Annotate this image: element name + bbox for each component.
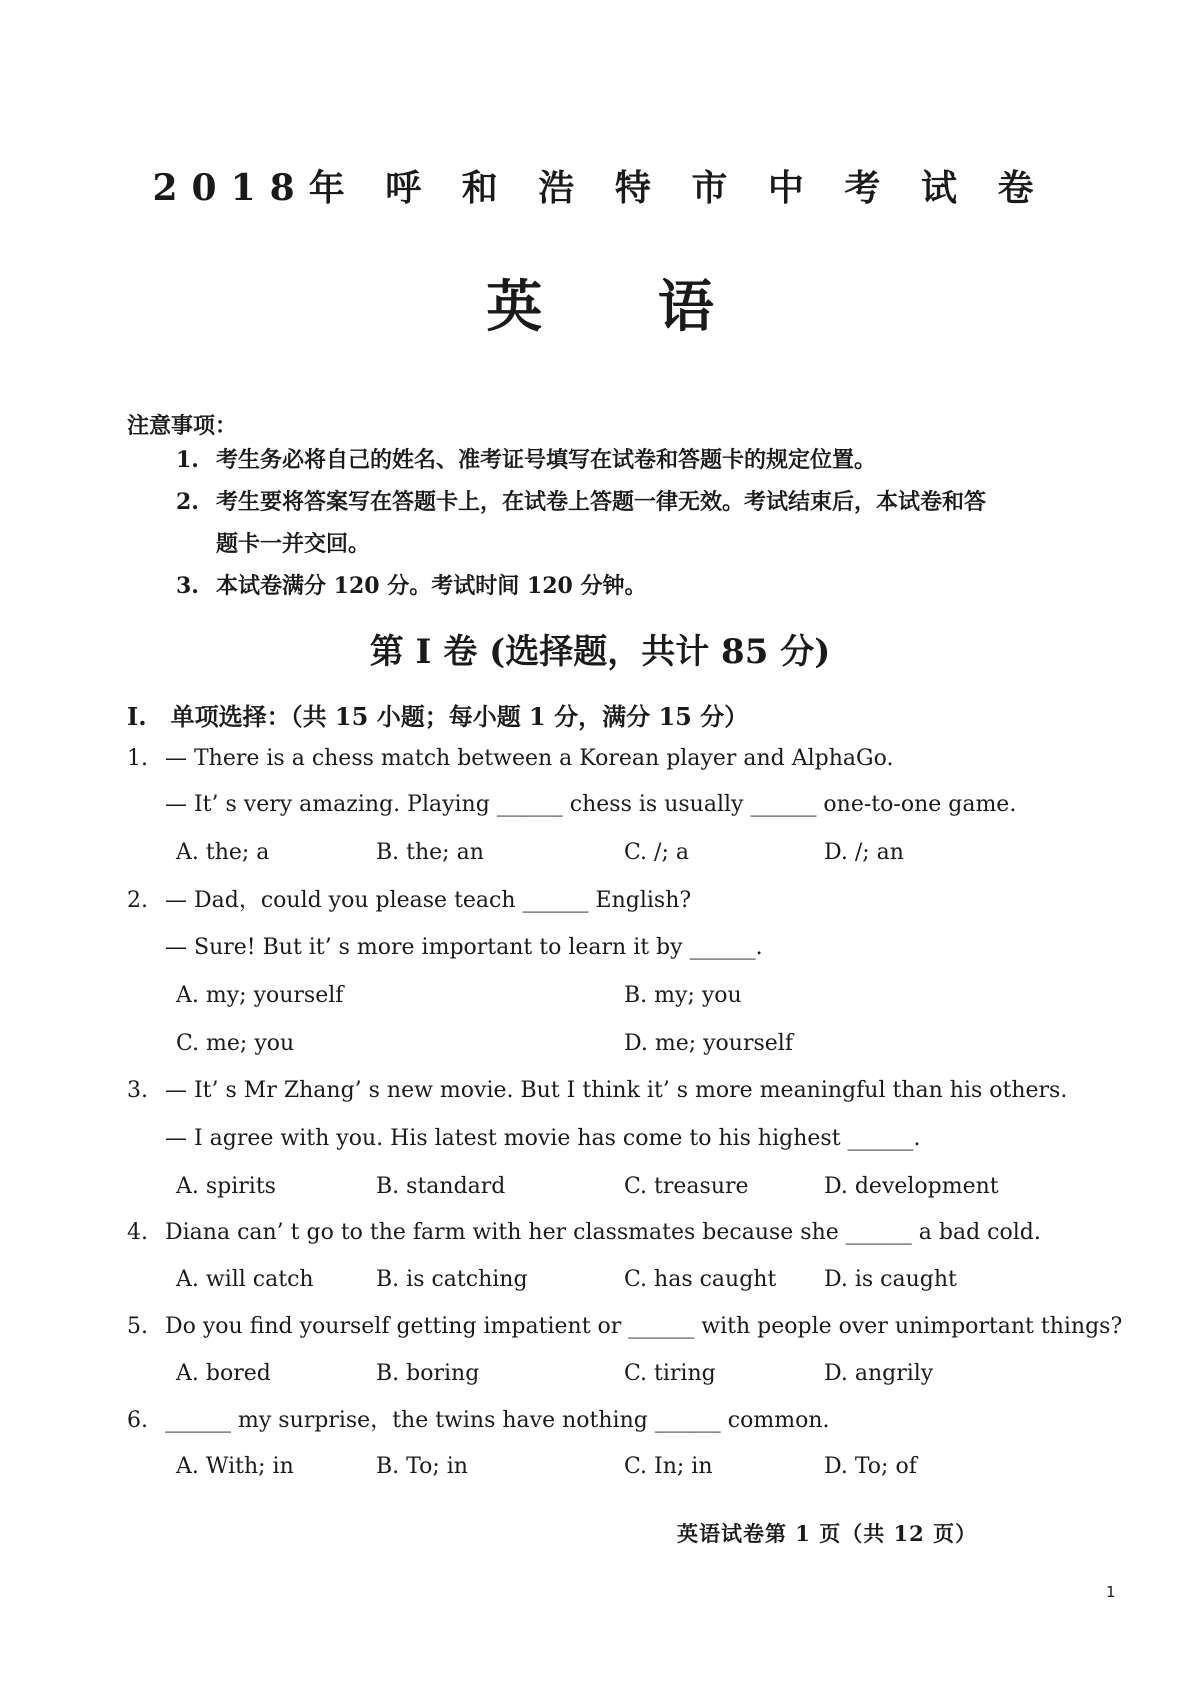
question-3 bbox=[127, 1076, 1067, 1106]
option-a: A. With; in bbox=[176, 1454, 294, 1479]
option-a: A. the; a bbox=[176, 840, 270, 865]
option-d: D. me; yourself bbox=[624, 1031, 793, 1056]
option-c: C. treasure bbox=[624, 1174, 749, 1199]
question-line: Do you find yourself getting impatient or ______ with people over unimportant things? bbox=[165, 1314, 1123, 1339]
question-4 bbox=[127, 1218, 1041, 1248]
note-text: 题卡一并交回。 bbox=[216, 531, 371, 557]
question-number: 6. bbox=[127, 1408, 148, 1433]
option-c: C. has caught bbox=[624, 1267, 777, 1292]
question-line: — It’ s Mr Zhang’ s new movie. But I think it’ s more meaningful than his others. bbox=[165, 1078, 1068, 1103]
question-6 bbox=[127, 1406, 830, 1436]
question-line: Diana can’ t go to the farm with her classmates because she ______ a bad cold. bbox=[165, 1220, 1041, 1245]
note-number: 2. bbox=[176, 489, 199, 515]
question-number: 2. bbox=[127, 888, 148, 913]
note-item-2 bbox=[176, 480, 986, 524]
option-d: D. /; an bbox=[824, 840, 904, 865]
note-number: 1. bbox=[176, 447, 199, 473]
question-line: — I agree with you. His latest movie has come to his highest ______. bbox=[165, 1126, 921, 1151]
question-line: — Dad，could you please teach ______ English? bbox=[165, 888, 692, 913]
option-b: B. the; an bbox=[376, 840, 484, 865]
question-1 bbox=[127, 744, 893, 774]
note-text: 考生要将答案写在答题卡上，在试卷上答题一律无效。考试结束后，本试卷和答 bbox=[216, 489, 987, 515]
question-number: 3. bbox=[127, 1078, 148, 1103]
note-number: 3. bbox=[176, 573, 199, 599]
question-line: — There is a chess match between a Korean player and AlphaGo. bbox=[165, 746, 894, 771]
question-number: 1. bbox=[127, 746, 148, 771]
option-a: A. bored bbox=[176, 1361, 271, 1386]
page-footer: 英语试卷第 1 页（共 12 页） bbox=[677, 1521, 978, 1546]
note-item-2-continued bbox=[216, 522, 370, 566]
section-title: 第 I 卷 (选择题，共计 85 分) bbox=[369, 632, 831, 672]
question-number: 5. bbox=[127, 1314, 148, 1339]
option-a: A. will catch bbox=[176, 1267, 314, 1292]
option-d: D. development bbox=[824, 1174, 999, 1199]
option-b: B. To; in bbox=[376, 1454, 468, 1479]
option-b: B. boring bbox=[376, 1361, 480, 1386]
option-c: C. me; you bbox=[176, 1031, 295, 1056]
question-number: 4. bbox=[127, 1220, 148, 1245]
option-b: B. is catching bbox=[376, 1267, 528, 1292]
note-text: 考生务必将自己的姓名、准考证号填写在试卷和答题卡的规定位置。 bbox=[216, 447, 877, 473]
note-item-1 bbox=[176, 438, 876, 482]
question-2 bbox=[127, 886, 691, 916]
subject-title: 英 语 bbox=[486, 274, 762, 340]
option-b: B. standard bbox=[376, 1174, 506, 1199]
option-c: C. tiring bbox=[624, 1361, 716, 1386]
option-d: D. To; of bbox=[824, 1454, 917, 1479]
option-b: B. my; you bbox=[624, 983, 742, 1008]
question-5 bbox=[127, 1312, 1122, 1342]
note-item-3 bbox=[176, 564, 646, 608]
option-a: A. my; yourself bbox=[176, 983, 344, 1008]
question-line: — It’ s very amazing. Playing ______ chess is usually ______ one-to-one game. bbox=[165, 792, 1017, 817]
page-number: 1 bbox=[1106, 1583, 1116, 1601]
part-title: I. 单项选择：（共 15 小题；每小题 1 分，满分 15 分） bbox=[127, 702, 749, 731]
exam-title: 2018年 呼 和 浩 特 市 中 考 试 卷 bbox=[152, 167, 1048, 209]
option-c: C. In; in bbox=[624, 1454, 713, 1479]
option-d: D. angrily bbox=[824, 1361, 934, 1386]
notes-heading: 注意事项： bbox=[127, 413, 238, 439]
question-line: ______ my surprise，the twins have nothing ______ common. bbox=[165, 1408, 830, 1433]
option-a: A. spirits bbox=[176, 1174, 276, 1199]
option-d: D. is caught bbox=[824, 1267, 957, 1292]
question-line: — Sure! But it’ s more important to learn it by ______. bbox=[165, 935, 763, 960]
option-c: C. /; a bbox=[624, 840, 689, 865]
note-text: 本试卷满分 120 分。考试时间 120 分钟。 bbox=[216, 573, 647, 599]
